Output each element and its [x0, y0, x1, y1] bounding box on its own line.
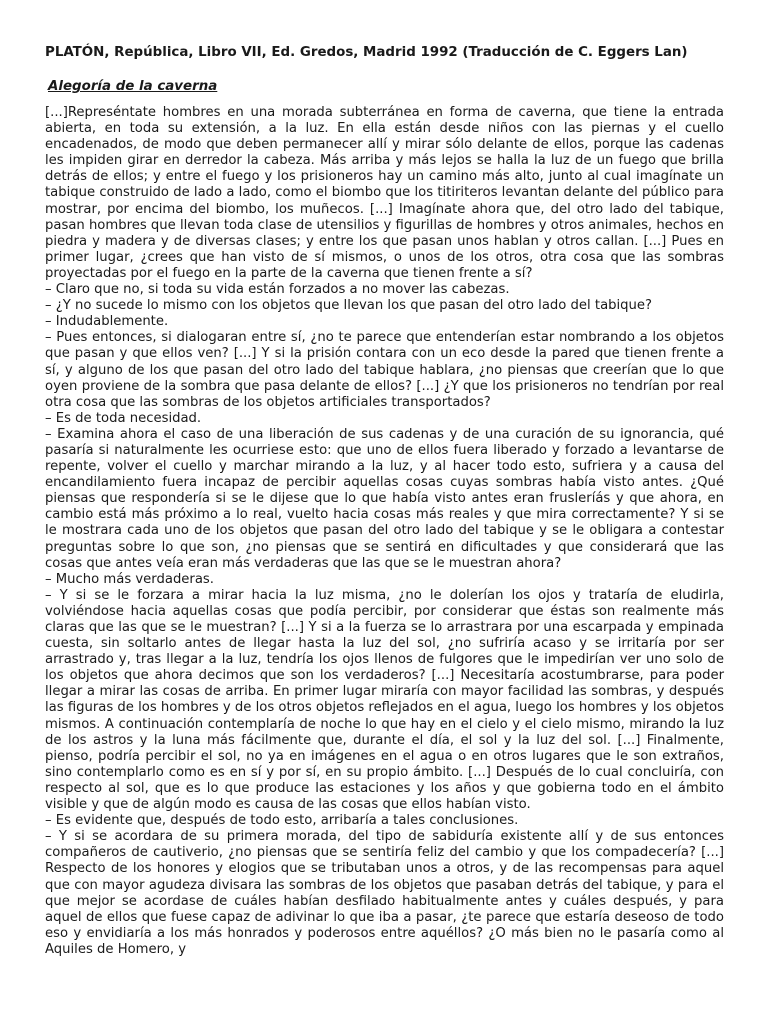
document-title: PLATÓN, República, Libro VII, Ed. Gredos, Madrid 1992 (Traducción de C. Eggers Lan) [45, 45, 688, 60]
dialogue-line: – Es de toda necesidad. [45, 410, 202, 426]
dialogue-line: – ¿Y no sucede lo mismo con los objetos que llevan los que pasan del otro lado del tabique? [45, 298, 653, 314]
dialogue-line: – Pues entonces, si dialogaran entre sí, ¿no te parece que entenderían estar nombrando a los objetos que pasan y que ellos ven? [...] Y si la prisión contara con un eco desde la pared que tienen frente a sí, y alguno de los que pasan del otro lado del tabique hablara, ¿no piensas que creerían que lo que oyen proviene de la sombra que pasa delante de ellos? [...] ¿Y que los prisioneros no tendrían por real otra cosa que las sombras de los objetos artificiales transportados? [45, 330, 724, 410]
paragraph-intro: [...]Represéntate hombres en una morada subterránea en forma de caverna, que tiene la entrada abierta, en toda su extensión, a la luz. En ella están desde niños con las piernas y el cuello encadenados, de modo que deben permanecer allí y mirar sólo delante de ellos, porque las cadenas les impiden girar en derredor la cabeza. Más arriba y más lejos se halla la luz de un fuego que brilla detrás de ellos; y entre el fuego y los prisioneros hay un camino más alto, junto al cual imagínate un tabique construido de lado a lado, como el biombo que los titiriteros levantan delante del público para mostrar, por encima del biombo, los muñecos. [...] Imagínate ahora que, del otro lado del tabique, pasan hombres que llevan toda clase de utensilios y figurillas de hombres y otros animales, hechos en piedra y madera y de diversas clases; y entre los que pasan unos hablan y otros callan. [...] Pues en primer lugar, ¿crees que han visto de sí mismos, o unos de los otros, otra cosa que las sombras proyectadas por el fuego en la parte de la caverna que tienen frente a sí? [45, 105, 725, 281]
dialogue-line: – Y si se acordara de su primera morada, del tipo de sabiduría existente allí y de sus entonces compañeros de cautiverio, ¿no piensas que se sentiría feliz del cambio y que los compadecería? [...] Respecto de los honores y elogios que se tributaban unos a otros, y de las recompensas para aquel que con mayor agudeza divisara las sombras de los objetos que pasaban detrás del tabique, y para el que mejor se acordase de cuáles habían desfilado habitualmente antes y cuáles después, y para aquel de ellos que fuese capaz de adivinar lo que iba a pasar, ¿te parece que estaría deseoso de todo eso y envidiaría a los más honrados y poderosos entre aquéllos? ¿O más bien no le pasaría como al Aquiles de Homero, y [45, 829, 724, 957]
document-page [45, 44, 724, 958]
dialogue-line: – Claro que no, si toda su vida están forzados a no mover las cabezas. [45, 282, 510, 298]
dialogue-line: – Es evidente que, después de todo esto, arribaría a tales conclusiones. [45, 813, 519, 829]
dialogue-line: – Mucho más verdaderas. [45, 571, 214, 587]
section-heading: Alegoría de la caverna [48, 79, 218, 94]
dialogue-line: – Indudablemente. [45, 314, 169, 330]
document-body [45, 105, 724, 958]
dialogue-line: – Y si se le forzara a mirar hacia la luz misma, ¿no le dolerían los ojos y trataría de eludirla, volviéndose hacia aquellas cosas que podía percibir, por considerar que éstas son realmente más claras que las que se le muestran? [...] Y si a la fuerza se lo arrastrara por una escarpada y empinada cuesta, sin soltarlo antes de llegar hasta la luz del sol, ¿no sufriría acaso y se irritaría por ser arrastrado y, tras llegar a la luz, tendría los ojos llenos de fulgores que le impedirían ver uno solo de los objetos que ahora decimos que son los verdaderos? [...] Necesitaría acostumbrarse, para poder llegar a mirar las cosas de arriba. En primer lugar miraría con mayor facilidad las sombras, y después las figuras de los hombres y de los otros objetos reflejados en el agua, luego los hombres y los objetos mismos. A continuación contemplaría de noche lo que hay en el cielo y el cielo mismo, mirando la luz de los astros y la luna más fácilmente que, durante el día, el sol y la luz del sol. [...] Finalmente, pienso, podría percibir el sol, no ya en imágenes en el agua o en otros lugares que le son extraños, sino contemplarlo como es en sí y por sí, en su propio ámbito. [...] Después de lo cual concluiría, con respecto al sol, que es lo que produce las estaciones y los años y que gobierna todo en el ámbito visible y que de algún modo es causa de las cosas que ellos habían visto. [45, 587, 724, 813]
dialogue-line: – Examina ahora el caso de una liberación de sus cadenas y de una curación de su ignorancia, qué pasaría si naturalmente les ocurriese esto: que uno de ellos fuera liberado y forzado a levantarse de repente, volver el cuello y marchar mirando a la luz, y al hacer todo esto, sufriera y a causa del encandilamiento fuera incapaz de percibir aquellas cosas cuyas sombras había visto antes. ¿Qué piensas que respondería si se le dijese que lo que había visto antes eran frusleríás y que ahora, en cambio está más próximo a lo real, vuelto hacia cosas más reales y que mira correctamente? Y si se le mostrara cada uno de los objetos que pasan del otro lado del tabique y se le obligara a contestar preguntas sobre lo que son, ¿no piensas que se sentirá en dificultades y que considerará que las cosas que antes veía eran más verdaderas que las que se le muestran ahora? [45, 426, 724, 571]
